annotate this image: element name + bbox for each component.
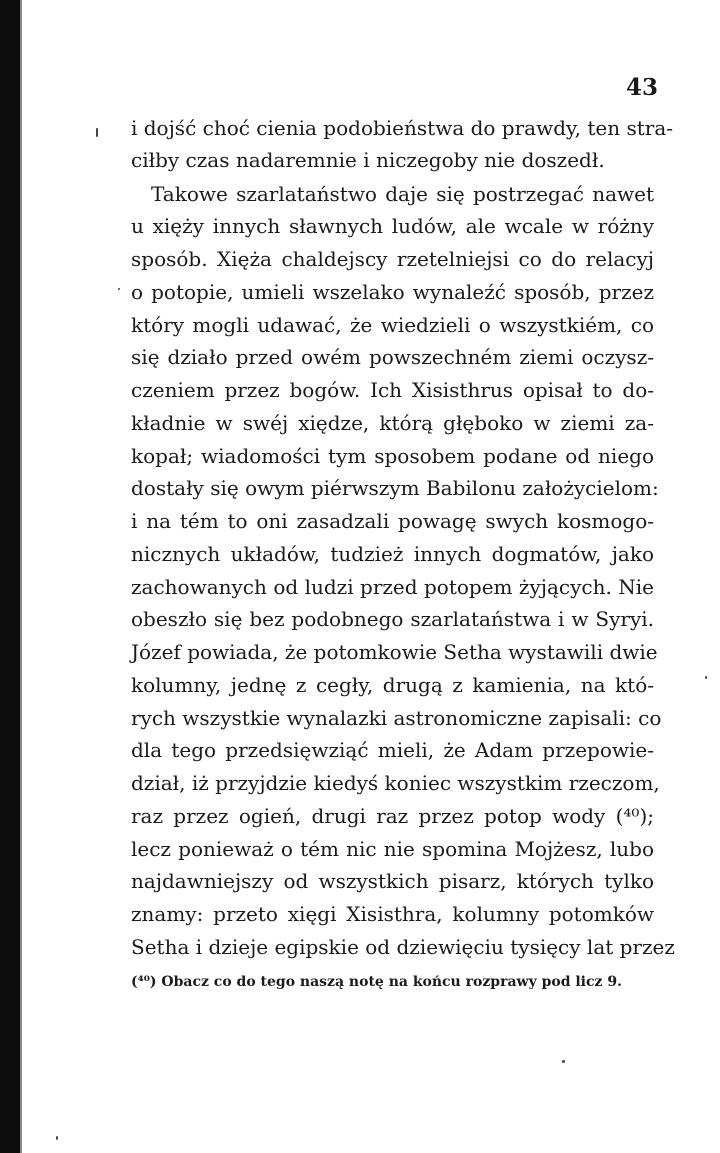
text-line: dla tego przedsięwziąć mieli, że Adam przepowie- [131,738,654,762]
text-line: znamy: przeto xięgi Xisisthra, kolumny potomków [131,902,654,926]
text-line: kolumny, jednę z cegły, drugą z kamienia, na któ- [131,673,654,697]
text-line: sposób. Xięża chaldejscy rzetelniejsi co do relacyj [131,247,654,271]
text-line: który mogli udawać, że wiedzieli o wszystkiém, co [131,313,654,337]
text-line: obeszło się bez podobnego szarlataństwa i w Syryi. [131,607,654,631]
footnote: (⁴⁰) Obacz co do tego naszą notę na końcu rozprawy pod licz 9. [131,974,622,990]
text-line: najdawniejszy od wszystkich pisarz, których tylko [131,869,654,893]
scan-speck [118,288,120,290]
text-line: lecz ponieważ o tém nic nie spomina Mojżesz, lubo [131,837,654,861]
text-line: ciłby czas nadaremnie i niczegoby nie doszedł. [131,148,605,172]
text-line: dział, iż przyjdzie kiedyś koniec wszystkim rzeczom, [131,771,660,795]
text-line: kładnie w swéj xiędze, którą głęboko w ziemi za- [131,411,654,435]
text-line: nicznych układów, tudzież innych dogmatów, jako [131,542,654,566]
text-line: o potopie, umieli wszelako wynaleźć sposób, przez [131,280,654,304]
text-line: i na tém to oni zasadzali powagę swych kosmogo- [131,509,654,533]
scan-speck [562,1060,565,1063]
text-line: rych wszystkie wynalazki astronomiczne zapisali: co [131,706,662,730]
text-line: dostały się owym piérwszym Babilonu założycielom: [131,476,659,500]
text-line: się działo przed owém powszechném ziemi oczysz- [131,345,654,369]
text-line: i dojść choć cienia podobieństwa do prawdy, ten stra- [131,116,674,140]
text-line: czeniem przez bogów. Ich Xisisthrus opisał to do- [131,378,654,402]
text-line: u xięży innych sławnych ludów, ale wcale w różny [131,214,654,238]
page-number: 43 [625,74,658,101]
text-line: kopał; wiadomości tym sposobem podane od niego [131,444,654,468]
text-line: Józef powiada, że potomkowie Setha wystawili dwie [131,640,658,664]
book-spine-shadow [0,0,20,1153]
text-line: raz przez ogień, drugi raz przez potop wody (⁴⁰); [131,804,654,828]
text-line: Setha i dzieje egipskie od dziewięciu tysięcy lat przez [131,935,675,959]
page-gutter-edge [20,0,22,1153]
text-line: zachowanych od ludzi przed potopem żyjących. Nie [131,575,654,599]
text-line: Takowe szarlataństwo daje się postrzegać nawet [151,182,654,206]
scan-speck [705,676,707,679]
scan-speck [96,128,98,137]
scan-speck [56,1136,58,1140]
